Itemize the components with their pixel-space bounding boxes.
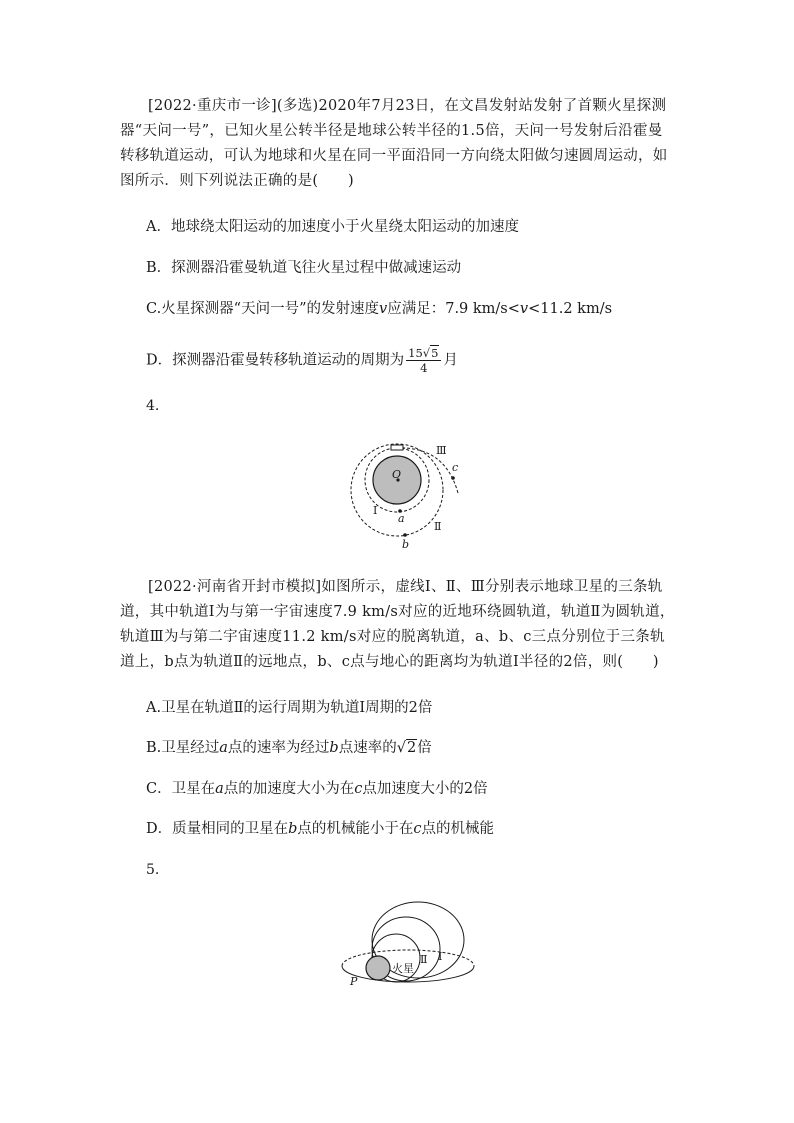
- q3-option-c-prefix: C.火星探测器“天问一号”的发射速度: [146, 301, 380, 317]
- q3-stem: [2022·重庆市一诊](多选)2020年7月23日，在文昌发射站发射了首颗火星探测器“天问一号”，已知火星公转半径是地球公转半径的1.5倍，天问一号发射后沿霍曼转移轨道运动，可认为地球和火星在同一平面沿同一方向绕太阳做匀速圆周运动，如图所示．则下列说法正确的是( ): [120, 98, 668, 189]
- q4-option-c: [146, 778, 488, 800]
- q4-option-c-var-a: a: [215, 781, 224, 797]
- q4-option-d-var-c: c: [413, 821, 422, 837]
- q4-option-c-suffix: 点加速度大小的2倍: [362, 781, 488, 797]
- q3-option-d-fraction: $\frac{15√5}{4}$: [406, 346, 441, 375]
- q4-option-a: A.卫星在轨道Ⅱ的运行周期为轨道Ⅰ周期的2倍: [146, 700, 433, 716]
- q5-orbit-figure: [340, 900, 475, 995]
- label-point-c: c: [452, 461, 459, 474]
- q3-option-b: B．探测器沿霍曼轨道飞往火星过程中做减速运动: [146, 260, 462, 276]
- fraction-numerator-coef: 15: [408, 346, 423, 360]
- q4-orbit-figure: [350, 438, 480, 553]
- label-mars-orbit-1: Ⅰ: [438, 950, 443, 963]
- q4-option-b-var-b: b: [329, 740, 339, 756]
- q3-option-a: A．地球绕太阳运动的加速度小于火星绕太阳运动的加速度: [146, 219, 519, 235]
- q3-option-c-var: v: [379, 301, 388, 317]
- q4-number: 4.: [146, 398, 160, 414]
- q3-option-c-var2: v: [519, 301, 529, 317]
- label-point-a: a: [398, 512, 405, 525]
- q3-option-c: [146, 298, 612, 320]
- label-point-b: b: [402, 538, 410, 551]
- q4-option-b-var-a: a: [219, 740, 228, 756]
- point-b-dot: [403, 533, 407, 537]
- q4-option-d-suffix: 点的机械能: [421, 821, 495, 837]
- q3-option-c-suffix: <11.2 km/s: [528, 301, 613, 317]
- q4-option-b-prefix: B.卫星经过: [146, 740, 220, 756]
- q4-option-c-mid: 点的加速度大小为在: [223, 781, 355, 797]
- q4-option-c-var-c: c: [354, 781, 363, 797]
- mars-planet: [366, 956, 390, 980]
- label-point-p: P: [350, 975, 358, 988]
- label-mars-orbit-2: Ⅱ: [420, 953, 428, 966]
- fraction-numerator-root: 5: [431, 346, 439, 360]
- q4-option-d-mid: 点的机械能小于在: [297, 821, 414, 837]
- q4-option-b-sqrt: 2: [406, 740, 417, 756]
- q4-option-b-mid2: 点速率的: [338, 740, 397, 756]
- label-center: O: [392, 468, 402, 481]
- q4-option-b-mid: 点的速率为经过: [227, 740, 330, 756]
- satellite-icon: [391, 445, 403, 450]
- q4-option-d-var-b: b: [288, 821, 298, 837]
- q3-option-d: [146, 346, 458, 375]
- q4-option-b: B.卫星经过a点的速率为经过b点速率的√2倍: [146, 740, 432, 756]
- q4-option-d-prefix: D．质量相同的卫星在: [146, 821, 289, 837]
- q3-option-d-prefix: D．探测器沿霍曼转移轨道运动的周期为: [146, 352, 405, 369]
- label-mars: 火星: [392, 962, 414, 975]
- fraction-denominator: 4: [420, 361, 428, 375]
- label-orbit-3: Ⅲ: [436, 444, 447, 457]
- q4-option-b-suffix: 倍: [417, 740, 432, 756]
- q4-stem: [2022·河南省开封市模拟]如图所示，虚线Ⅰ、Ⅱ、Ⅲ分别表示地球卫星的三条轨道，其中轨道Ⅰ为与第一宇宙速度7.9 km/s对应的近地环绕圆轨道，轨道Ⅱ为圆轨道，轨道Ⅲ为与第二宇宙速度11.2 km/s对应的脱离轨道，a、b、c三点分别位于三条轨道上，b点为轨道Ⅱ的远地点，b、c点与地心的距离均为轨道Ⅰ半径的2倍，则( ): [120, 579, 675, 670]
- label-orbit-1: Ⅰ: [373, 504, 378, 517]
- point-c-dot: [451, 476, 455, 480]
- q3-option-d-suffix: 月: [443, 352, 458, 369]
- q4-option-c-prefix: C．卫星在: [146, 781, 216, 797]
- q3-option-c-mid: 应满足：7.9 km/s<: [387, 301, 520, 317]
- q5-number: 5.: [146, 862, 160, 878]
- q4-option-d: [146, 818, 494, 840]
- label-orbit-2: Ⅱ: [434, 520, 442, 533]
